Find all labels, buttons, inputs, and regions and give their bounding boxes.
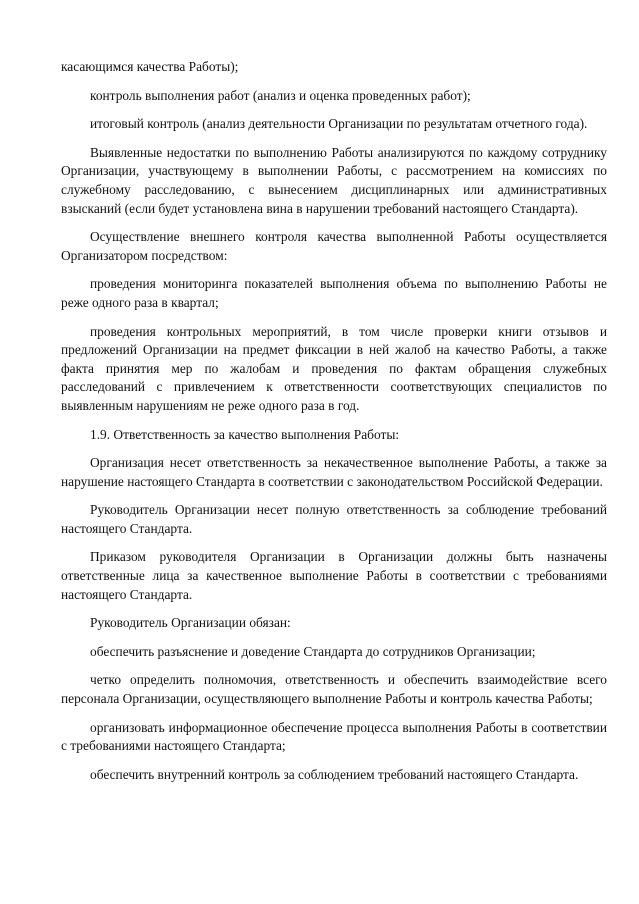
paragraph-work-execution-control: контроль выполнения работ (анализ и оценка проведенных работ); bbox=[90, 87, 471, 103]
list-item-internal-control: обеспечить внутренний контроль за соблюдением требований настоящего Стандарта. bbox=[90, 766, 579, 782]
paragraph-quality-matters-continuation: касающимся качества Работы); bbox=[61, 59, 239, 74]
paragraph-head-full-responsibility: Руководитель Организации несет полную ответственность за соблюдение требований настоящего Стандарта. bbox=[61, 502, 607, 536]
paragraph-control-measures: проведения контрольных мероприятий, в том числе проверки книги отзывов и предложений Организации на предмет фиксации в ней жалоб на качество Работы, а также факта принятия мер по жалобам и проведения по фактам обращения служебных расследований с привлечением к ответственности соответствующих специалистов по выявленным нарушениям не реже одного раза в год. bbox=[61, 323, 607, 413]
list-item-information-support: организовать информационное обеспечение процесса выполнения Работы в соответствии с требованиями настоящего Стандарта; bbox=[61, 719, 607, 754]
paragraph-organization-responsibility: Организация несет ответственность за некачественное выполнение Работы, а также за нарушение настоящего Стандарта в соответствии с законодательством Российской Федерации. bbox=[61, 455, 607, 489]
section-heading-responsibility: 1.9. Ответственность за качество выполнения Работы: bbox=[90, 426, 400, 442]
paragraph-final-control: итоговый контроль (анализ деятельности Организации по результатам отчетного года). bbox=[90, 116, 588, 132]
paragraph-identified-deficiencies: Выявленные недостатки по выполнению Работы анализируются по каждому сотруднику Организации, участвующему в выполнении Работы, с рассмотрением на комиссиях по служебному расследованию, с вынесением дисциплинарных или административных взысканий (если будет установлена вина в нарушении требований настоящего Стандарта). bbox=[61, 144, 607, 216]
paragraph-head-obligations: Руководитель Организации обязан: bbox=[90, 615, 291, 631]
paragraph-external-control: Осуществление внешнего контроля качества выполненной Работы осуществляется Организатором посредством: bbox=[61, 229, 607, 263]
list-item-define-authority: четко определить полномочия, ответственность и обеспечить взаимодействие всего персонала Организации, осуществляющего выполнение Работы и контроль качества Работы; bbox=[61, 672, 607, 707]
list-item-explain-standard: обеспечить разъяснение и доведение Стандарта до сотрудников Организации; bbox=[90, 643, 536, 659]
paragraph-monitoring-indicators: проведения мониторинга показателей выполнения объема по выполнению Работы не реже одного раза в квартал; bbox=[61, 276, 607, 310]
paragraph-responsible-persons-order: Приказом руководителя Организации в Организации должны быть назначены ответственные лица за качественное выполнение Работы в соответствии с требованиями настоящего Стандарта. bbox=[61, 549, 607, 602]
